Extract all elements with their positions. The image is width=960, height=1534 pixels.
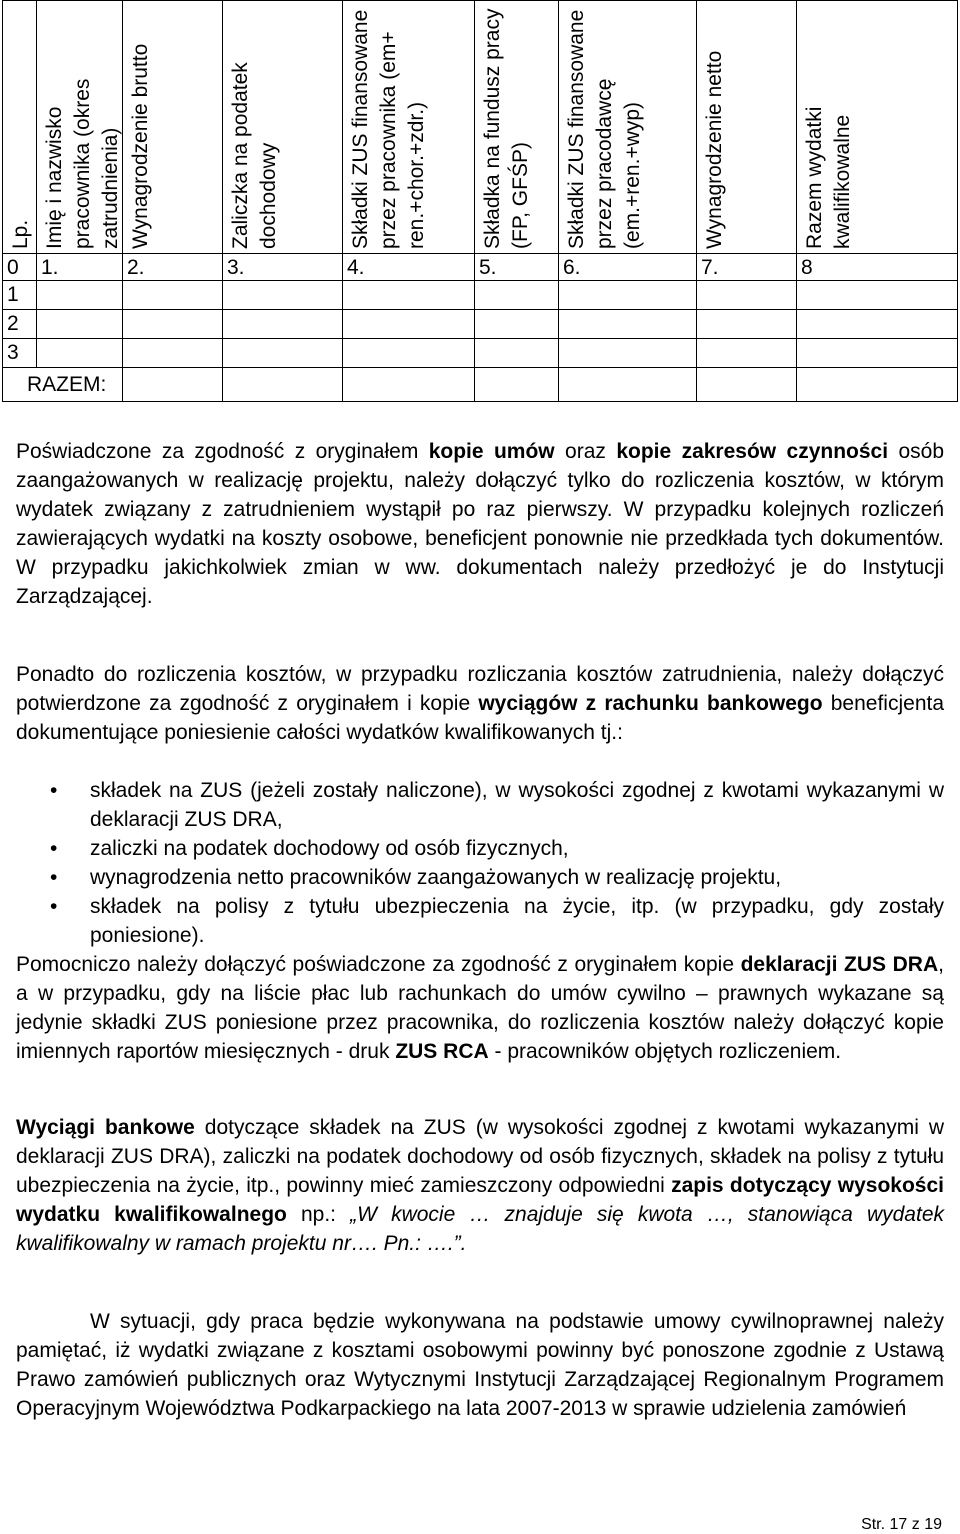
table-row — [3, 310, 958, 339]
col-number: 5. — [475, 254, 559, 281]
page-number: Str. 17 z 19 — [861, 1516, 942, 1533]
list-item: • składek na polisy z tytułu ubezpieczenia na życie, itp. (w przypadku, gdy zostały poniesione). — [50, 895, 944, 947]
col-number: 6. — [559, 254, 697, 281]
expenses-table — [2, 0, 958, 402]
header-lp: Lp. — [3, 1, 37, 254]
header-fp: Składka na fundusz pracy (FP, GFŚP) — [475, 1, 559, 254]
row-number: 3 — [3, 339, 37, 368]
col-number: 4. — [343, 254, 475, 281]
table-row — [3, 339, 958, 368]
paragraph-civil-contract: W sytuacji, gdy praca będzie wykonywana na podstawie umowy cywilnoprawnej należy pamiętać, iż wydatki związane z kosztami osobowymi powinny być ponoszone zgodnie z Ustawą Prawo zamówień publicznych oraz Wytycznymi Instytucji Zarządzającej Regionalnym Programem Operacyjnym Województwa Podkarpackiego na lata 2007-2013 w sprawie udzielenia zamówień — [16, 1310, 944, 1420]
header-total: Razem wydatki kwalifikowalne — [797, 1, 958, 254]
list-item: • wynagrodzenia netto pracowników zaangażowanych w realizację projektu, — [50, 866, 782, 889]
paragraph-bank-entries: Wyciągi bankowe dotyczące składek na ZUS (w wysokości zgodnej z kwotami wykazanymi w deklaracji ZUS DRA), zaliczki na podatek dochodowy od osób fizycznych, składek na polisy z tytułu ubezpieczenia na życie, itp., powinny mieć zamieszczony odpowiedni zapis dotyczący wysokości wydatku kwalifikowalnego np.: „W kwocie … znajduje się kwota …, stanowiąca wydatek kwalifikowalny w ramach projektu nr…. Pn.: ….”. — [16, 1116, 945, 1255]
col-number: 7. — [697, 254, 797, 281]
row-number: 1 — [3, 281, 37, 310]
bullet-list — [16, 776, 944, 950]
header-gross: Wynagrodzenie brutto — [123, 1, 223, 254]
list-item: • zaliczki na podatek dochodowy od osób fizycznych, — [50, 837, 569, 860]
header-zus-employee: Składki ZUS finansowane przez pracownika (em+ ren.+chor.+zdr.) — [343, 1, 475, 254]
total-row — [3, 368, 958, 402]
col-number: 3. — [223, 254, 343, 281]
total-label: RAZEM: — [3, 368, 123, 402]
paragraph-zus-dra: Pomocniczo należy dołączyć poświadczone za zgodność z oryginałem kopie deklaracji ZUS DRA, a w przypadku, gdy na liście płac lub rachunkach do umów cywilno – prawnych wykazane są jedynie składki ZUS poniesione przez pracownika, do rozliczenia kosztów należy dołączyć kopie imiennych raportów miesięcznych - druk ZUS RCA - pracowników objętych rozliczeniem. — [16, 953, 944, 1063]
header-net: Wynagrodzenie netto — [697, 1, 797, 254]
col-number: 8 — [797, 254, 958, 281]
paragraph-bank-statements: Ponadto do rozliczenia kosztów, w przypadku rozliczania kosztów zatrudnienia, należy dołączyć potwierdzone za zgodność z oryginałem i kopie wyciągów z rachunku bankowego beneficjenta dokumentujące poniesienie całości wydatków kwalifikowanych tj.: — [16, 663, 945, 744]
list-item: • składek na ZUS (jeżeli zostały naliczone), w wysokości zgodnej z kwotami wykazanymi w deklaracji ZUS DRA, — [50, 779, 944, 831]
header-zus-employer: Składki ZUS finansowane przez pracodawcę (em.+ren.+wyp) — [559, 1, 697, 254]
col-number: 2. — [123, 254, 223, 281]
table-row — [3, 281, 958, 310]
column-numbers-row — [3, 254, 958, 281]
row-number: 2 — [3, 310, 37, 339]
header-name: Imię i nazwisko pracownika (okres zatrudnienia) — [37, 1, 123, 254]
paragraph-certified-copies: Poświadczone za zgodność z oryginałem kopie umów oraz kopie zakresów czynności osób zaangażowanych w realizację projektu, należy dołączyć tylko do rozliczenia kosztów, w którym wydatek związany z zatrudnieniem wystąpił po raz pierwszy. W przypadku kolejnych rozliczeń zawierających wydatki na koszty osobowe, beneficjent ponownie nie przedkłada tych dokumentów. W przypadku jakichkolwiek zmian w ww. dokumentach należy przedłożyć je do Instytucji Zarządzającej. — [16, 440, 945, 608]
col-number: 1. — [37, 254, 123, 281]
col-number: 0 — [3, 254, 37, 281]
header-tax: Zaliczka na podatek dochodowy — [223, 1, 343, 254]
